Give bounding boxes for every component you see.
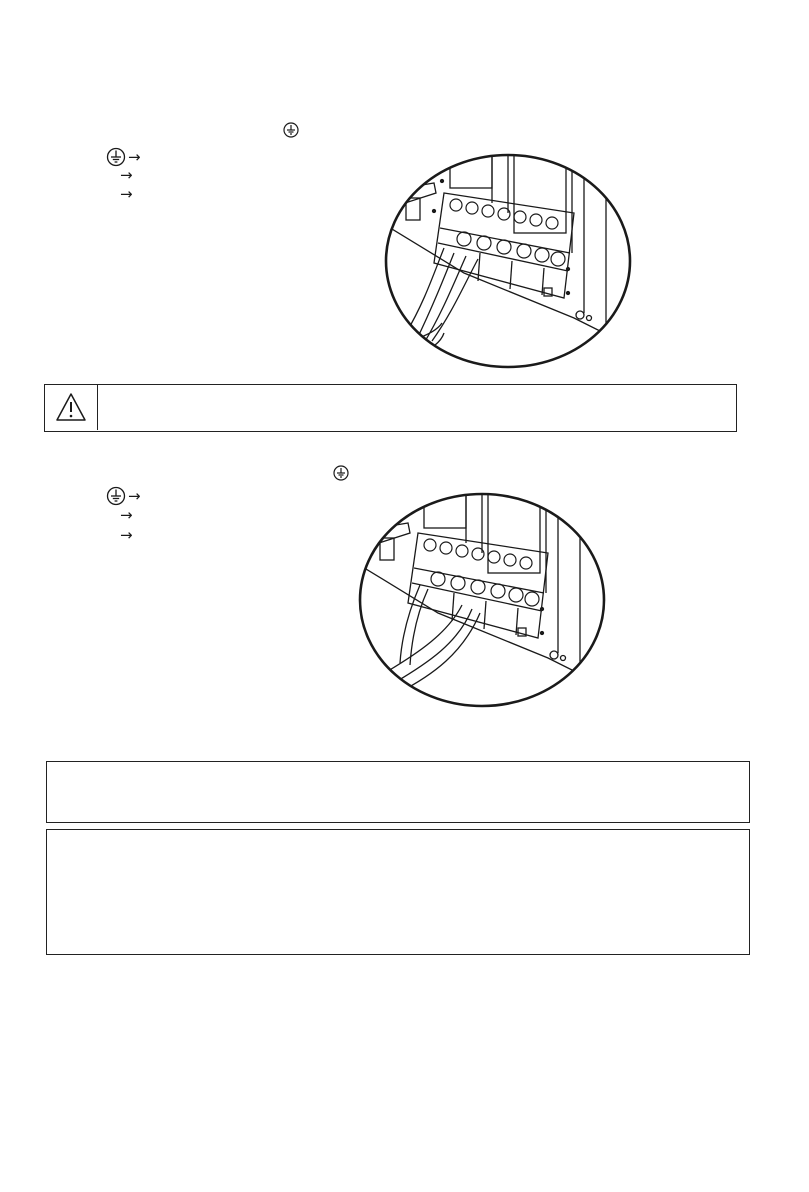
arrow-icon: → bbox=[120, 505, 133, 524]
wire-map-row-ground bbox=[106, 487, 141, 505]
wire-map-row bbox=[120, 185, 133, 203]
ground-icon bbox=[106, 486, 126, 506]
arrow-icon: → bbox=[120, 525, 133, 544]
arrow-icon: → bbox=[128, 147, 141, 166]
wire-map-row bbox=[120, 526, 133, 544]
terminal-wiring-figure bbox=[358, 493, 606, 709]
warning-box bbox=[44, 384, 737, 432]
terminal-wiring-figure bbox=[384, 153, 632, 369]
arrow-icon: → bbox=[128, 486, 141, 505]
note-box-1 bbox=[46, 761, 750, 823]
warning-icon-cell bbox=[45, 385, 98, 430]
wire-map-row bbox=[120, 506, 133, 524]
ground-icon bbox=[283, 122, 299, 138]
ground-icon bbox=[333, 465, 349, 481]
ground-icon bbox=[106, 147, 126, 167]
wire-map-row-ground bbox=[106, 148, 141, 166]
arrow-icon: → bbox=[120, 184, 133, 203]
warning-triangle-icon bbox=[55, 392, 87, 422]
arrow-icon: → bbox=[120, 165, 133, 184]
note-box-2 bbox=[46, 829, 750, 955]
wire-map-row bbox=[120, 166, 133, 184]
